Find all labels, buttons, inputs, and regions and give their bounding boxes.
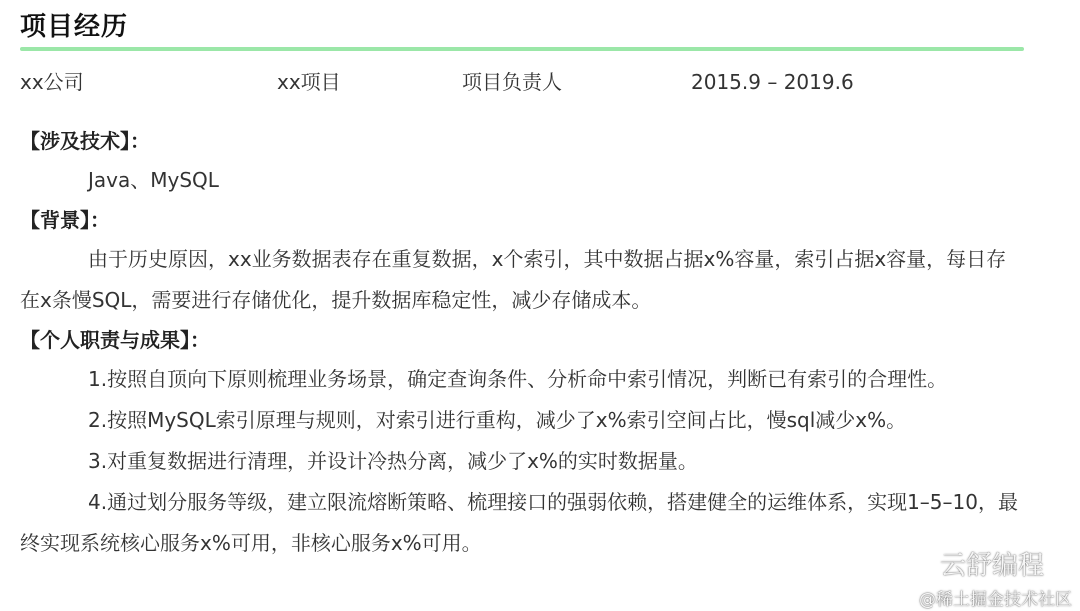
wechat-icon: [900, 550, 934, 578]
section-title: 项目经历: [20, 12, 129, 42]
responsibility-item: 3.对重复数据进行清理，并设计冷热分离，减少了x%的实时数据量。: [88, 449, 698, 473]
watermark-sub: @稀土掘金技术社区: [919, 590, 1072, 610]
watermark-main: 云舒编程: [939, 551, 1044, 581]
watermark: [900, 545, 1044, 582]
background-heading: 【背景】：: [20, 208, 110, 232]
company-name: xx公司: [20, 70, 84, 94]
responsibility-item: 4.通过划分服务等级，建立限流熔断策略、梳理接口的强弱依赖，搭建健全的运维体系，实现1–5–10，最终实现系统核心服务x%可用，非核心服务x%可用。: [20, 490, 1018, 555]
project-role: 项目负责人: [462, 70, 562, 94]
responsibilities-heading: 【个人职责与成果】：: [20, 328, 210, 352]
title-underline: [20, 47, 1024, 51]
responsibility-item: 2.按照MySQL索引原理与规则，对索引进行重构，减少了x%索引空间占比，慢sql减少x%。: [88, 408, 907, 432]
project-period: 2015.9 – 2019.6: [691, 70, 854, 94]
project-meta-row: [0, 66, 1080, 98]
background-text: 由于历史原因，xx业务数据表存在重复数据，x个索引，其中数据占据x%容量，索引占据x容量，每日存在x条慢SQL，需要进行存储优化，提升数据库稳定性，减少存储成本。: [20, 247, 1007, 312]
project-content: [20, 122, 1020, 564]
tech-text: Java、MySQL: [88, 168, 219, 192]
project-name: xx项目: [277, 70, 341, 94]
tech-heading: 【涉及技术】：: [20, 129, 150, 153]
responsibility-item: 1.按照自顶向下原则梳理业务场景，确定查询条件、分析命中索引情况，判断已有索引的合理性。: [88, 367, 948, 391]
